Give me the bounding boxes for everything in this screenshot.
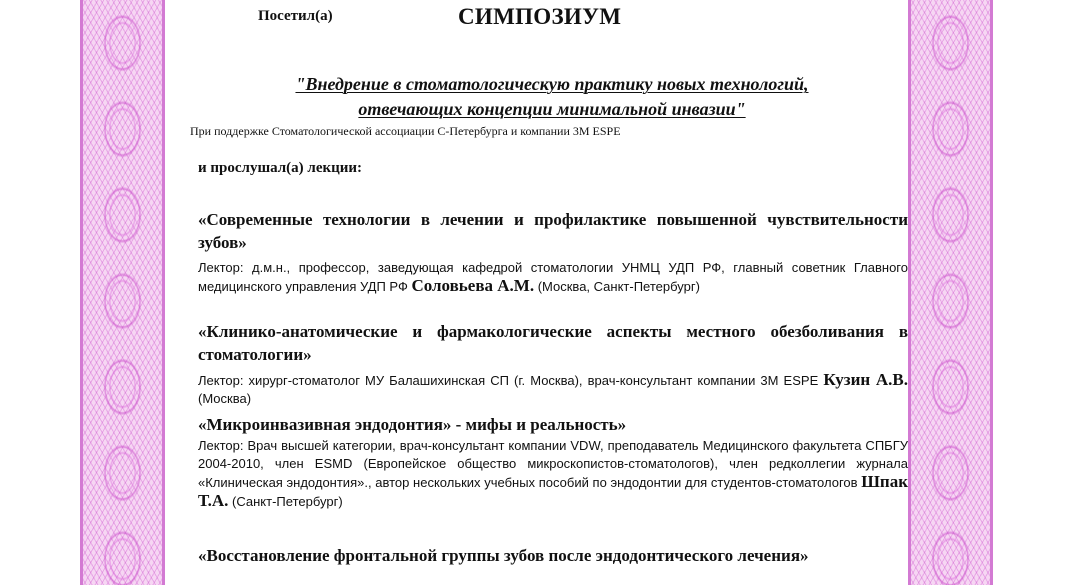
lecture-2-lecturer-name: Кузин А.В. — [823, 370, 908, 389]
event-title-line-2: отвечающих концепции минимальной инвазии" — [358, 99, 746, 119]
lecture-2-lecturer-city: (Москва) — [198, 391, 252, 406]
lecture-1-lecturer-name: Соловьева А.М. — [411, 276, 535, 295]
lecture-4-title: «Восстановление фронтальной группы зубов после эндодонтического лечения» — [198, 546, 809, 565]
lecture-3-lecturer — [198, 437, 908, 511]
visited-label: Посетил(а) — [258, 8, 333, 24]
lecture-3-lecturer-description: Лектор: Врач высшей категории, врач-консультант компании VDW, преподаватель Медицинского факультета СПБГУ 2004-2010, член ESMD (Европейское общество микроскопистов-стоматологов), член редколлегии журнала «Клиническая эндодонтия»., автор нескольких учебных пособий по эндодонтии для студентов-стоматологов — [198, 438, 908, 490]
lecture-1-lecturer-description: Лектор: д.м.н., профессор, заведующая кафедрой стоматологии УНМЦ УДП РФ, главный советник Главного медицинского управления УДП РФ — [198, 260, 908, 294]
event-title — [202, 72, 902, 122]
lecture-3-title: «Микроинвазивная эндодонтия» - мифы и реальность» — [198, 415, 627, 434]
lecture-2-lecturer — [198, 371, 908, 408]
lecture-2-title: «Клинико-анатомические и фармакологические аспекты местного обезболивания в стоматологии» — [198, 322, 908, 364]
lecture-3-lecturer-city: (Санкт-Петербург) — [228, 494, 343, 509]
event-type-heading: СИМПОЗИУМ — [458, 4, 622, 29]
lecture-2-lecturer-description: Лектор: хирург-стоматолог МУ Балашихинская СП (г. Москва), врач-консультант компании 3M ESPE — [198, 373, 824, 388]
decorative-border-left — [80, 0, 165, 585]
listened-label: и прослушал(а) лекции: — [198, 160, 363, 176]
support-note: При поддержке Стоматологической ассоциации С-Петербурга и компании 3M ESPE — [190, 124, 621, 138]
event-title-line-1: "Внедрение в стоматологическую практику новых технологий, — [295, 74, 809, 94]
lecture-1-title: «Современные технологии в лечении и профилактике повышенной чувствительности зубов» — [198, 210, 908, 252]
lecture-1-lecturer-city: (Москва, Санкт-Петербург) — [534, 279, 700, 294]
lecture-1-lecturer — [198, 259, 908, 296]
decorative-border-right — [908, 0, 993, 585]
lecture-3-lecturer-name: Шпак Т.А. — [198, 472, 908, 510]
